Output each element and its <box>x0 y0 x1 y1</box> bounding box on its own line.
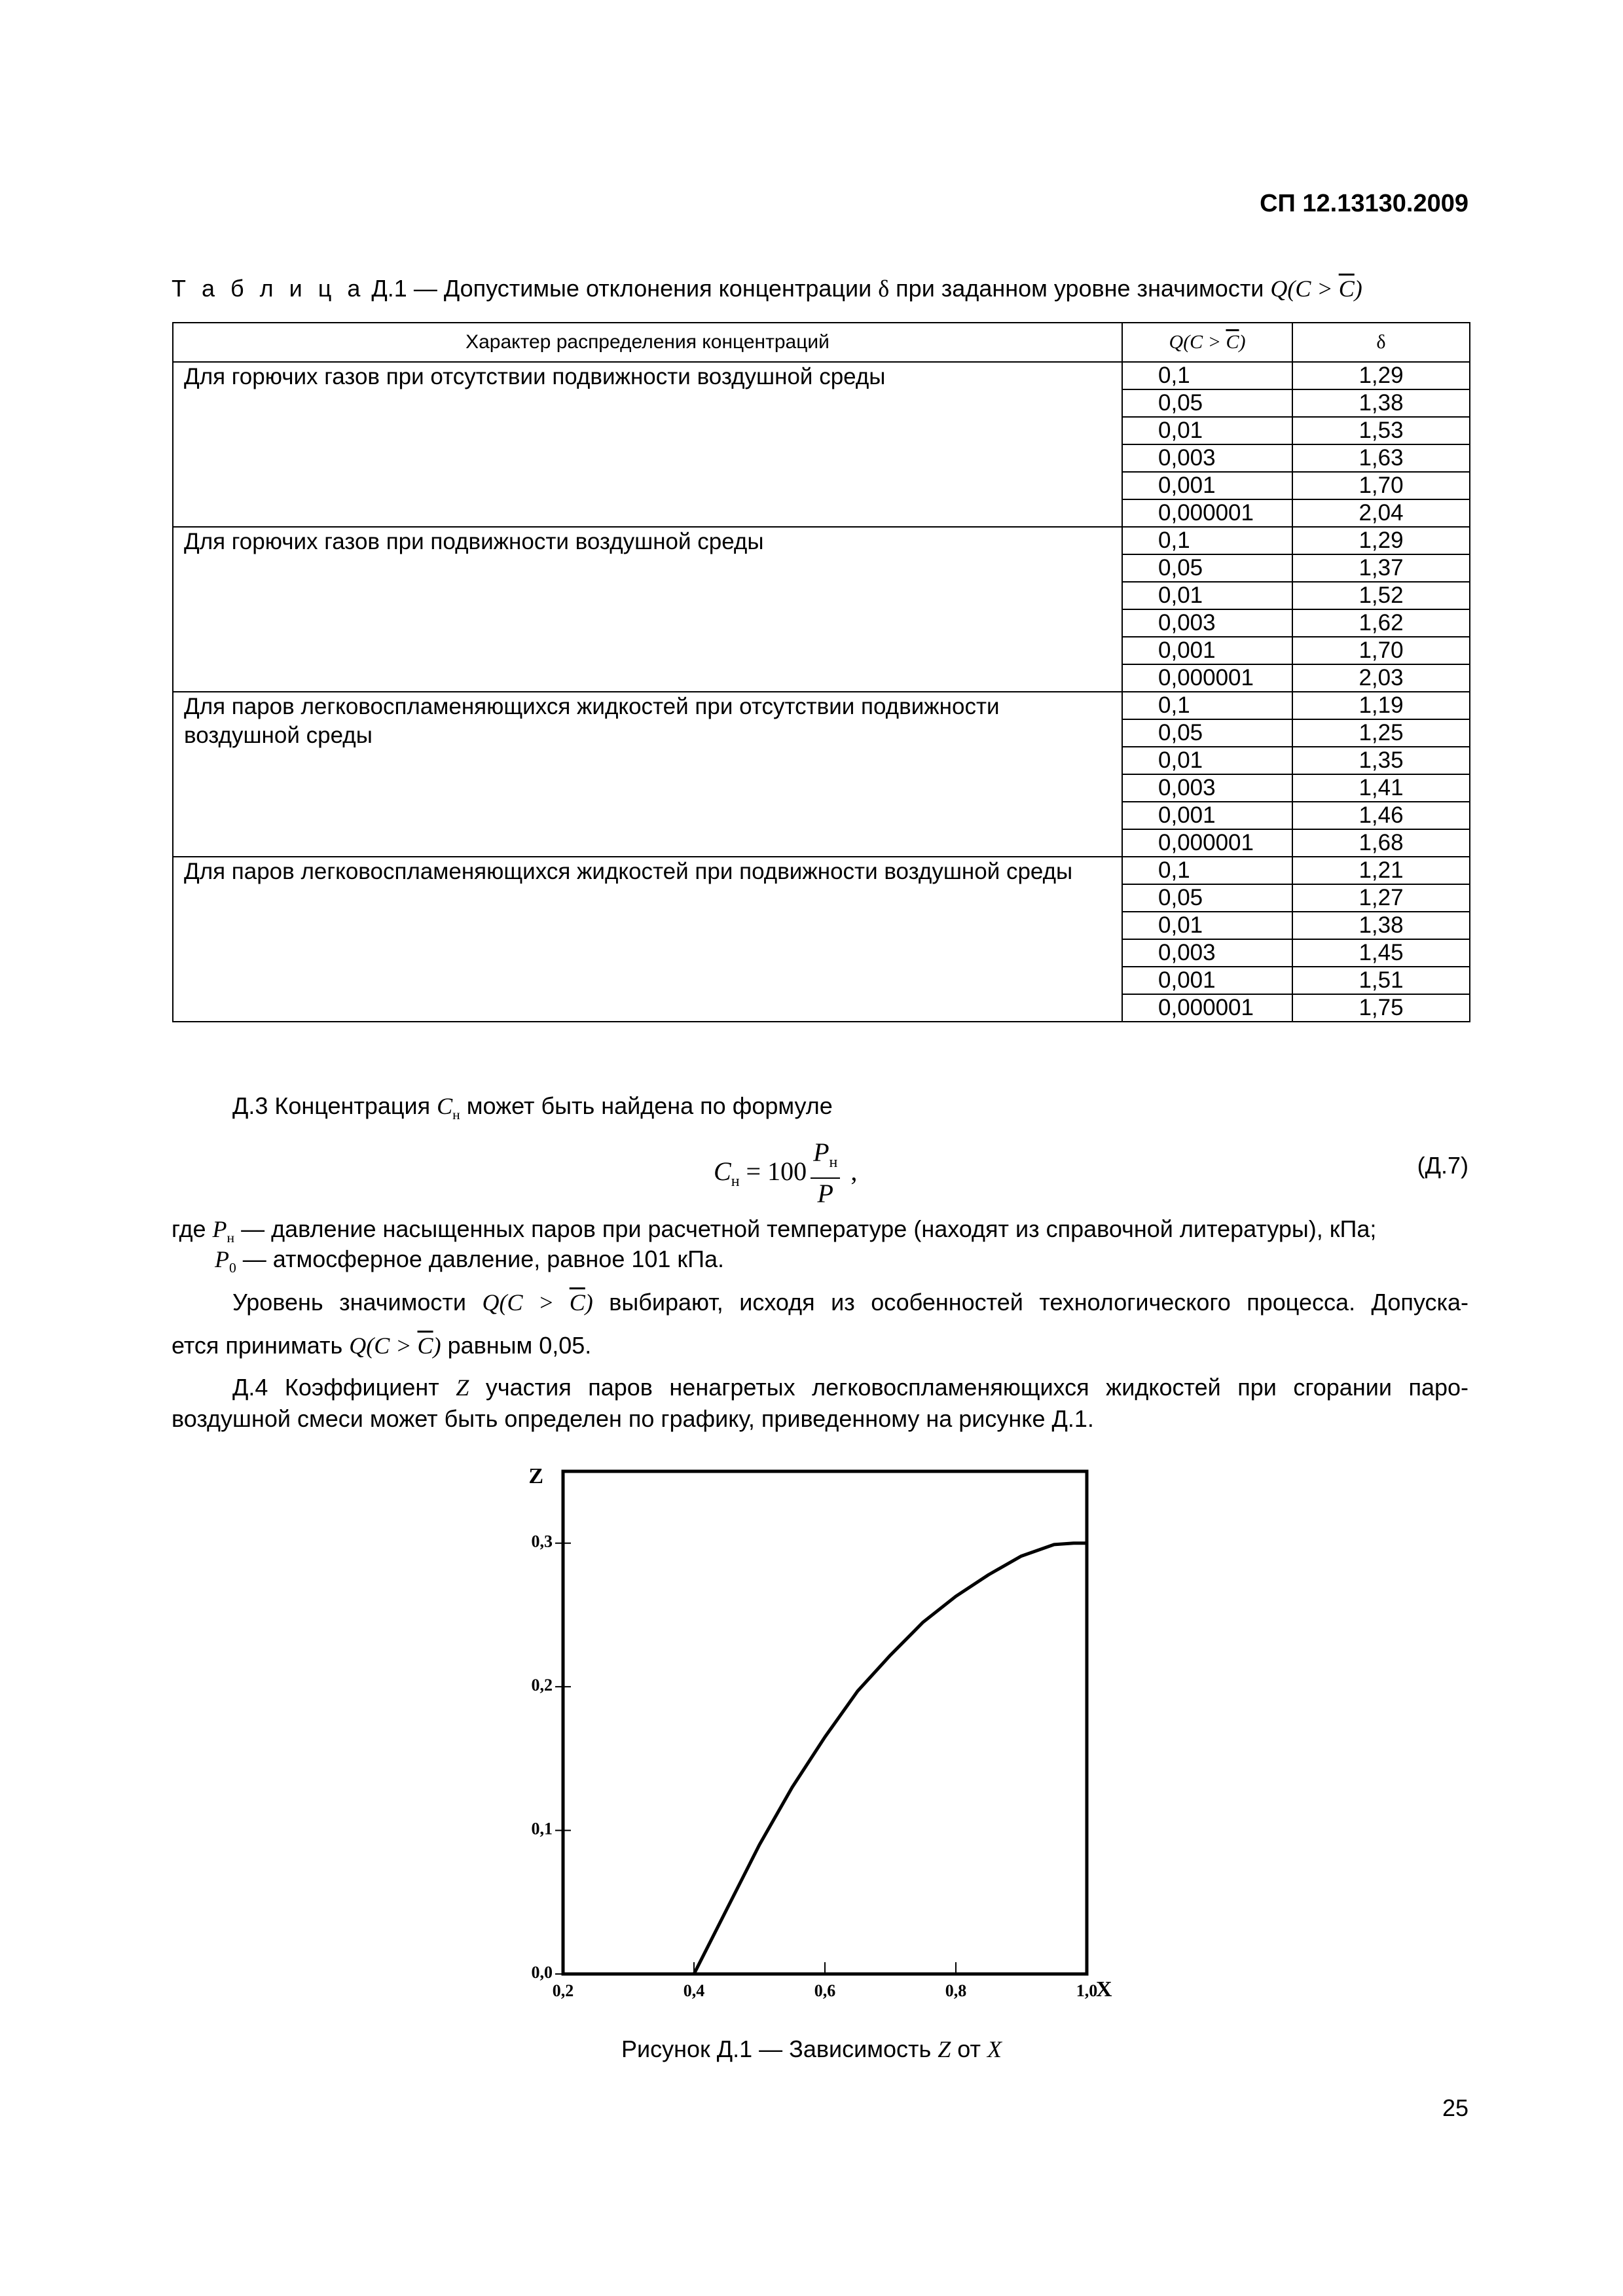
delta-value: 1,52 <box>1292 582 1470 609</box>
q-value: 0,003 <box>1122 939 1292 967</box>
group-label: Для горючих газов при отсутствии подвижности воздушной среды <box>173 362 1122 527</box>
q-value: 0,01 <box>1122 747 1292 774</box>
x-axis-label: X <box>1096 1977 1112 2001</box>
q-value: 0,1 <box>1122 362 1292 389</box>
delta-value: 1,21 <box>1292 857 1470 884</box>
table-row <box>173 527 1470 554</box>
q-value: 0,001 <box>1122 967 1292 994</box>
q-value: 0,000001 <box>1122 829 1292 857</box>
delta-value: 1,46 <box>1292 802 1470 829</box>
z-curve-line <box>694 1543 1087 1974</box>
delta-value: 1,29 <box>1292 362 1470 389</box>
plot-frame <box>563 1471 1087 1974</box>
page-number: 25 <box>1442 2094 1468 2121</box>
document-code: СП 12.13130.2009 <box>1260 190 1468 217</box>
q-value: 0,01 <box>1122 912 1292 939</box>
delta-value: 1,19 <box>1292 692 1470 719</box>
q-value: 0,1 <box>1122 857 1292 884</box>
delta-value: 1,45 <box>1292 939 1470 967</box>
where-line-1: где $P_н$ — давление насыщенных паров при расчетной температуре (находят из справочной литературы), кПа; <box>172 1215 1377 1246</box>
d4-line-1: Д.4 Коэффициент Z участия паров ненагретых легковоспламеняющихся жидкостей при сгорании паро- <box>232 1374 1468 1401</box>
d3-paragraph: Д.3 Концентрация $C_н$ может быть найдена по формуле <box>232 1092 833 1123</box>
col-header-character: Характер распределения концентраций <box>173 323 1122 362</box>
x-tick-label: 0,8 <box>945 1981 967 2000</box>
delta-value: 1,63 <box>1292 444 1470 472</box>
formula-d7: $C_н = 100$ $\frac{P_н}{P}$ , <box>714 1138 858 1208</box>
q-value: 0,05 <box>1122 389 1292 417</box>
table-caption-word: Т а б л и ц а <box>172 275 365 302</box>
q-value: 0,05 <box>1122 554 1292 582</box>
delta-value: 1,38 <box>1292 912 1470 939</box>
q-value: 0,000001 <box>1122 994 1292 1022</box>
group-label: Для паров легковоспламеняющихся жидкостей при подвижности воздушной среды <box>173 857 1122 1022</box>
delta-value: 1,68 <box>1292 829 1470 857</box>
table-row <box>173 692 1470 719</box>
delta-value: 1,51 <box>1292 967 1470 994</box>
q-value: 0,1 <box>1122 692 1292 719</box>
q-value: 0,003 <box>1122 774 1292 802</box>
q-value: 0,001 <box>1122 637 1292 664</box>
x-tick-label: 1,0 <box>1076 1981 1098 2000</box>
q-value: 0,01 <box>1122 582 1292 609</box>
table-row <box>173 362 1470 389</box>
table-caption-delta: δ <box>878 276 890 302</box>
table-caption-q: $Q(C > \overline{C})$ <box>1270 276 1362 302</box>
delta-value: 1,70 <box>1292 472 1470 499</box>
delta-value: 1,35 <box>1292 747 1470 774</box>
delta-value: 1,27 <box>1292 884 1470 912</box>
group-label: Для горючих газов при подвижности воздушной среды <box>173 527 1122 692</box>
q-value: 0,003 <box>1122 609 1292 637</box>
table-caption-text: Д.1 — Допустимые отклонения концентрации <box>365 275 879 302</box>
x-tick-label: 0,4 <box>683 1981 705 2000</box>
table-body <box>173 362 1470 1022</box>
deviation-table <box>172 322 1470 1022</box>
delta-value: 1,70 <box>1292 637 1470 664</box>
d4-line-2: воздушной смеси может быть определен по графику, приведенному на рисунке Д.1. <box>172 1405 1094 1432</box>
where-line-2: $P_0$ — атмосферное давление, равное 101 кПа. <box>215 1246 725 1276</box>
q-value: 0,05 <box>1122 719 1292 747</box>
q-value: 0,01 <box>1122 417 1292 444</box>
q-value: 0,000001 <box>1122 664 1292 692</box>
table-caption <box>172 275 1362 302</box>
x-tick-label: 0,2 <box>552 1981 574 2000</box>
group-label: Для паров легковоспламеняющихся жидкостей при отсутствии подвижности воздушной среды <box>173 692 1122 857</box>
delta-value: 1,53 <box>1292 417 1470 444</box>
q-value: 0,003 <box>1122 444 1292 472</box>
y-tick-label: 0,1 <box>531 1819 553 1839</box>
table-header-row <box>173 323 1470 362</box>
formula-fraction: $\frac{P_н}{P}$ <box>811 1138 840 1209</box>
q-value: 0,001 <box>1122 472 1292 499</box>
formula-number: (Д.7) <box>1417 1152 1468 1179</box>
delta-value: 1,75 <box>1292 994 1470 1022</box>
q-value: 0,1 <box>1122 527 1292 554</box>
y-tick-label: 0,0 <box>531 1963 553 1982</box>
delta-value: 1,41 <box>1292 774 1470 802</box>
y-axis-label: Z <box>528 1464 543 1488</box>
y-tick-label: 0,2 <box>531 1676 553 1695</box>
delta-value: 1,37 <box>1292 554 1470 582</box>
col-header-q: $Q(C > \overline{C})$ <box>1122 323 1292 362</box>
q-value: 0,000001 <box>1122 499 1292 527</box>
delta-value: 1,38 <box>1292 389 1470 417</box>
delta-value: 1,25 <box>1292 719 1470 747</box>
figure-caption: Рисунок Д.1 — Зависимость Z от X <box>621 2036 1002 2062</box>
table-row <box>173 857 1470 884</box>
level-line-2: ется принимать $Q(C > \overline{C})$ равным 0,05. <box>172 1332 592 1359</box>
q-value: 0,05 <box>1122 884 1292 912</box>
delta-value: 1,62 <box>1292 609 1470 637</box>
table-caption-mid: при заданном уровне значимости <box>889 275 1271 302</box>
delta-value: 2,04 <box>1292 499 1470 527</box>
z-vs-x-chart <box>498 1453 1139 2001</box>
delta-value: 2,03 <box>1292 664 1470 692</box>
col-header-delta: δ <box>1292 323 1470 362</box>
y-tick-label: 0,3 <box>531 1532 553 1551</box>
level-line-1: Уровень значимости $Q(C > \overline{C})$ выбирают, исходя из особенностей технологического процесса. Допуска- <box>232 1289 1468 1316</box>
delta-value: 1,29 <box>1292 527 1470 554</box>
q-value: 0,001 <box>1122 802 1292 829</box>
x-tick-label: 0,6 <box>814 1981 836 2000</box>
